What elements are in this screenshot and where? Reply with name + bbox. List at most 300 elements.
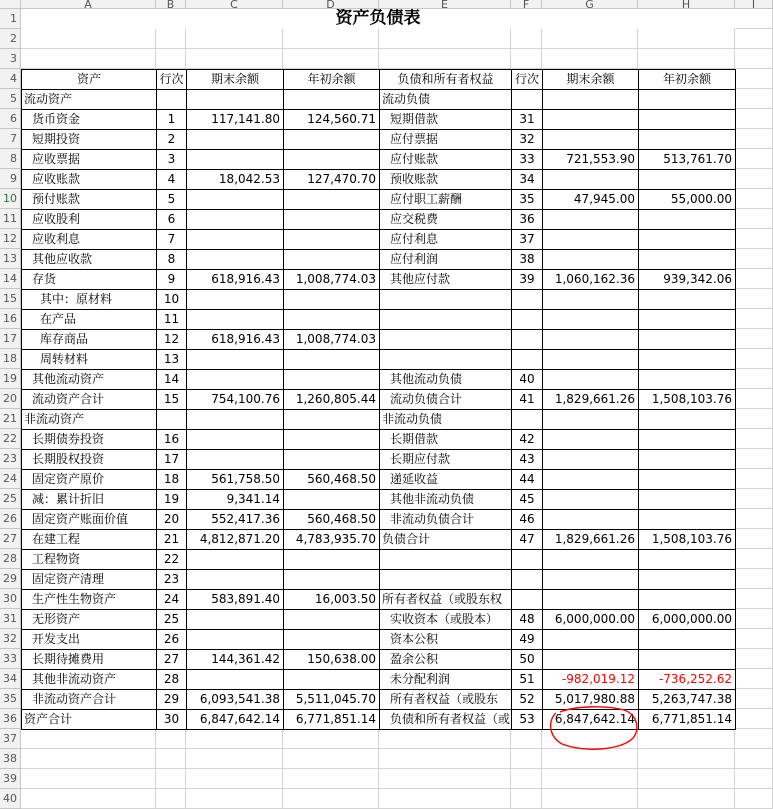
liability-line-no[interactable]: 51 — [511, 669, 543, 690]
asset-line-no[interactable]: 10 — [156, 289, 187, 310]
grid-cell[interactable] — [511, 789, 542, 809]
asset-name[interactable]: 其他非流动资产 — [21, 669, 157, 690]
asset-line-no[interactable]: 17 — [156, 449, 187, 470]
asset-ending[interactable] — [186, 429, 284, 450]
asset-line-no[interactable]: 25 — [156, 609, 187, 630]
liability-line-no[interactable]: 35 — [511, 189, 543, 210]
asset-line-no[interactable]: 8 — [156, 249, 187, 270]
asset-ending[interactable]: 583,891.40 — [186, 589, 284, 610]
asset-line-no[interactable]: 19 — [156, 489, 187, 510]
asset-opening[interactable] — [283, 609, 380, 630]
asset-opening[interactable] — [283, 489, 380, 510]
grid-cell[interactable] — [735, 209, 773, 229]
liability-name[interactable]: 非流动负债合计 — [379, 509, 512, 530]
liability-opening[interactable]: 6,771,851.14 — [638, 709, 736, 730]
grid-cell[interactable] — [283, 769, 379, 789]
asset-line-no[interactable]: 22 — [156, 549, 187, 570]
asset-opening[interactable] — [283, 89, 380, 110]
row-header[interactable]: 29 — [0, 569, 21, 589]
grid-cell[interactable] — [379, 769, 511, 789]
liability-name[interactable]: 流动负债合计 — [379, 389, 512, 410]
asset-name[interactable]: 开发支出 — [21, 629, 157, 650]
liability-ending[interactable]: 6,000,000.00 — [542, 609, 639, 630]
asset-name[interactable]: 在产品 — [21, 309, 157, 330]
grid-cell[interactable] — [735, 269, 773, 289]
liability-name[interactable]: 长期借款 — [379, 429, 512, 450]
liability-opening[interactable] — [638, 509, 736, 530]
asset-name[interactable]: 减：累计折旧 — [21, 489, 157, 510]
row-header[interactable]: 35 — [0, 689, 21, 709]
grid-cell[interactable] — [735, 109, 773, 129]
asset-opening[interactable] — [283, 209, 380, 230]
grid-cell[interactable] — [156, 769, 186, 789]
column-header-d[interactable]: D — [283, 0, 379, 9]
grid-cell[interactable] — [638, 49, 735, 69]
asset-opening[interactable]: 4,783,935.70 — [283, 529, 380, 550]
asset-name[interactable]: 生产性生物资产 — [21, 589, 157, 610]
asset-name[interactable]: 其中：原材料 — [21, 289, 157, 310]
liability-ending[interactable] — [542, 289, 639, 310]
asset-line-no[interactable]: 2 — [156, 129, 187, 150]
row-header[interactable]: 8 — [0, 149, 21, 169]
row-header[interactable]: 26 — [0, 509, 21, 529]
liability-header[interactable]: 负债和所有者权益 — [379, 69, 512, 90]
asset-line-no[interactable]: 9 — [156, 269, 187, 290]
liability-opening[interactable] — [638, 249, 736, 270]
liability-ending[interactable] — [542, 349, 639, 370]
liability-line-no[interactable]: 46 — [511, 509, 543, 530]
asset-ending[interactable]: 117,141.80 — [186, 109, 284, 130]
liability-ending[interactable] — [542, 649, 639, 670]
liability-line-no[interactable]: 52 — [511, 689, 543, 710]
asset-line-no[interactable]: 23 — [156, 569, 187, 590]
asset-ending[interactable]: 4,812,871.20 — [186, 529, 284, 550]
grid-cell[interactable] — [542, 789, 638, 809]
grid-cell[interactable] — [735, 649, 773, 669]
column-header-i[interactable]: I — [735, 0, 773, 9]
liability-line-no[interactable]: 41 — [511, 389, 543, 410]
liability-name[interactable]: 非流动负债 — [379, 409, 512, 430]
grid-cell[interactable] — [186, 29, 283, 49]
row-header[interactable]: 7 — [0, 129, 21, 149]
liability-line-no[interactable]: 44 — [511, 469, 543, 490]
grid-cell[interactable] — [735, 229, 773, 249]
liability-name[interactable]: 递延收益 — [379, 469, 512, 490]
grid-cell[interactable] — [379, 729, 511, 749]
grid-cell[interactable] — [186, 749, 283, 769]
liability-line-no[interactable]: 38 — [511, 249, 543, 270]
liability-name[interactable]: 资本公积 — [379, 629, 512, 650]
liability-opening[interactable] — [638, 289, 736, 310]
liability-line-no[interactable]: 40 — [511, 369, 543, 390]
asset-name[interactable]: 固定资产原价 — [21, 469, 157, 490]
grid-cell[interactable] — [735, 709, 773, 729]
row-header[interactable]: 36 — [0, 709, 21, 729]
liability-opening[interactable] — [638, 629, 736, 650]
asset-opening[interactable]: 16,003.50 — [283, 589, 380, 610]
asset-name[interactable]: 库存商品 — [21, 329, 157, 350]
liability-name[interactable]: 其他非流动负债 — [379, 489, 512, 510]
liability-line-no[interactable] — [511, 329, 543, 350]
grid-cell[interactable] — [156, 789, 186, 809]
grid-cell[interactable] — [379, 29, 511, 49]
grid-cell[interactable] — [638, 729, 735, 749]
grid-cell[interactable] — [735, 529, 773, 549]
grid-cell[interactable] — [735, 629, 773, 649]
asset-line-no[interactable]: 20 — [156, 509, 187, 530]
sheet-title[interactable]: 资产负债表 — [21, 9, 735, 29]
liability-ending[interactable]: 47,945.00 — [542, 189, 639, 210]
liability-ending[interactable] — [542, 229, 639, 250]
row-header[interactable]: 20 — [0, 389, 21, 409]
column-header-e[interactable]: E — [379, 0, 511, 9]
opening-balance-header[interactable]: 年初余额 — [283, 69, 380, 90]
liability-ending[interactable]: -982,019.12 — [542, 669, 639, 690]
asset-name[interactable]: 其他应收款 — [21, 249, 157, 270]
grid-cell[interactable] — [735, 749, 773, 769]
row-header[interactable]: 1 — [0, 9, 21, 29]
liability-ending[interactable] — [542, 569, 639, 590]
grid-cell[interactable] — [638, 749, 735, 769]
row-header[interactable]: 21 — [0, 409, 21, 429]
liability-opening[interactable] — [638, 649, 736, 670]
grid-cell[interactable] — [283, 749, 379, 769]
grid-cell[interactable] — [735, 169, 773, 189]
row-header[interactable]: 19 — [0, 369, 21, 389]
asset-ending[interactable] — [186, 289, 284, 310]
asset-name[interactable]: 应收股利 — [21, 209, 157, 230]
grid-cell[interactable] — [21, 29, 156, 49]
asset-line-no[interactable]: 24 — [156, 589, 187, 610]
grid-cell[interactable] — [735, 349, 773, 369]
asset-line-no[interactable]: 12 — [156, 329, 187, 350]
grid-cell[interactable] — [638, 29, 735, 49]
asset-ending[interactable] — [186, 89, 284, 110]
grid-cell[interactable] — [379, 749, 511, 769]
grid-cell[interactable] — [542, 769, 638, 789]
row-header[interactable]: 2 — [0, 29, 21, 49]
asset-opening[interactable] — [283, 629, 380, 650]
asset-name[interactable]: 工程物资 — [21, 549, 157, 570]
liability-line-no[interactable]: 34 — [511, 169, 543, 190]
row-header[interactable]: 32 — [0, 629, 21, 649]
liability-name[interactable]: 未分配利润 — [379, 669, 512, 690]
asset-opening[interactable] — [283, 309, 380, 330]
liability-line-no[interactable]: 39 — [511, 269, 543, 290]
asset-line-no[interactable] — [156, 89, 187, 110]
asset-line-no[interactable] — [156, 409, 187, 430]
grid-cell[interactable] — [735, 569, 773, 589]
row-header[interactable]: 23 — [0, 449, 21, 469]
row-header[interactable]: 9 — [0, 169, 21, 189]
liability-ending[interactable] — [542, 209, 639, 230]
asset-ending[interactable]: 6,847,642.14 — [186, 709, 284, 730]
grid-cell[interactable] — [542, 729, 638, 749]
liability-line-no[interactable] — [511, 409, 543, 430]
row-header[interactable]: 18 — [0, 349, 21, 369]
asset-opening[interactable] — [283, 149, 380, 170]
grid-cell[interactable] — [638, 789, 735, 809]
grid-cell[interactable] — [379, 49, 511, 69]
grid-cell[interactable] — [735, 49, 773, 69]
grid-cell[interactable] — [735, 469, 773, 489]
liability-ending[interactable] — [542, 449, 639, 470]
row-header[interactable]: 16 — [0, 309, 21, 329]
asset-line-no[interactable]: 18 — [156, 469, 187, 490]
asset-opening[interactable]: 560,468.50 — [283, 509, 380, 530]
grid-cell[interactable] — [21, 769, 156, 789]
liability-name[interactable]: 应付利息 — [379, 229, 512, 250]
liability-line-no[interactable]: 32 — [511, 129, 543, 150]
asset-line-no[interactable]: 1 — [156, 109, 187, 130]
grid-cell[interactable] — [21, 789, 156, 809]
grid-cell[interactable] — [511, 29, 542, 49]
ending-balance-header-2[interactable]: 期末余额 — [542, 69, 639, 90]
asset-name[interactable]: 货币资金 — [21, 109, 157, 130]
grid-cell[interactable] — [186, 789, 283, 809]
grid-cell[interactable] — [542, 749, 638, 769]
grid-cell[interactable] — [735, 669, 773, 689]
asset-opening[interactable] — [283, 549, 380, 570]
asset-ending[interactable]: 552,417.36 — [186, 509, 284, 530]
grid-cell[interactable] — [283, 29, 379, 49]
liability-name[interactable]: 其他流动负债 — [379, 369, 512, 390]
liability-line-no[interactable]: 43 — [511, 449, 543, 470]
asset-ending[interactable] — [186, 249, 284, 270]
asset-line-no[interactable]: 28 — [156, 669, 187, 690]
asset-opening[interactable] — [283, 229, 380, 250]
asset-opening[interactable] — [283, 189, 380, 210]
grid-cell[interactable] — [21, 749, 156, 769]
opening-balance-header-2[interactable]: 年初余额 — [638, 69, 736, 90]
liability-ending[interactable]: 721,553.90 — [542, 149, 639, 170]
liability-name[interactable]: 负债和所有者权益（或 — [379, 709, 512, 730]
asset-opening[interactable] — [283, 249, 380, 270]
liability-name[interactable]: 所有者权益（或股东权 — [379, 589, 512, 610]
asset-line-no[interactable]: 6 — [156, 209, 187, 230]
liability-name[interactable]: 盈余公积 — [379, 649, 512, 670]
asset-ending[interactable] — [186, 309, 284, 330]
column-header-a[interactable]: A — [21, 0, 156, 9]
liability-line-no[interactable] — [511, 349, 543, 370]
liability-name[interactable] — [379, 309, 512, 330]
liability-opening[interactable] — [638, 569, 736, 590]
grid-cell[interactable] — [735, 129, 773, 149]
asset-name[interactable]: 应收利息 — [21, 229, 157, 250]
asset-opening[interactable] — [283, 129, 380, 150]
grid-cell[interactable] — [735, 369, 773, 389]
row-header[interactable]: 34 — [0, 669, 21, 689]
asset-name[interactable]: 应收账款 — [21, 169, 157, 190]
liability-opening[interactable] — [638, 349, 736, 370]
grid-cell[interactable] — [735, 149, 773, 169]
liability-line-no[interactable] — [511, 89, 543, 110]
asset-ending[interactable] — [186, 409, 284, 430]
asset-opening[interactable]: 1,260,805.44 — [283, 389, 380, 410]
liability-opening[interactable] — [638, 109, 736, 130]
asset-name[interactable]: 短期投资 — [21, 129, 157, 150]
liability-name[interactable] — [379, 329, 512, 350]
row-header[interactable]: 12 — [0, 229, 21, 249]
row-header[interactable]: 33 — [0, 649, 21, 669]
liability-line-no[interactable] — [511, 589, 543, 610]
row-header[interactable]: 37 — [0, 729, 21, 749]
grid-cell[interactable] — [735, 9, 773, 29]
grid-cell[interactable] — [735, 29, 773, 49]
grid-cell[interactable] — [156, 749, 186, 769]
asset-ending[interactable] — [186, 349, 284, 370]
liability-opening[interactable] — [638, 209, 736, 230]
liability-ending[interactable] — [542, 129, 639, 150]
liability-name[interactable]: 应付利润 — [379, 249, 512, 270]
liability-name[interactable]: 应付职工薪酬 — [379, 189, 512, 210]
asset-line-no[interactable]: 15 — [156, 389, 187, 410]
liability-opening[interactable] — [638, 169, 736, 190]
asset-opening[interactable] — [283, 569, 380, 590]
liability-ending[interactable] — [542, 109, 639, 130]
row-header[interactable]: 13 — [0, 249, 21, 269]
asset-name[interactable]: 预付账款 — [21, 189, 157, 210]
grid-cell[interactable] — [735, 309, 773, 329]
row-header[interactable]: 27 — [0, 529, 21, 549]
asset-opening[interactable] — [283, 449, 380, 470]
asset-opening[interactable] — [283, 369, 380, 390]
asset-name[interactable]: 流动资产合计 — [21, 389, 157, 410]
liability-ending[interactable] — [542, 249, 639, 270]
row-header[interactable]: 28 — [0, 549, 21, 569]
grid-cell[interactable] — [21, 49, 156, 69]
grid-cell[interactable] — [21, 729, 156, 749]
liability-opening[interactable] — [638, 489, 736, 510]
grid-cell[interactable] — [735, 89, 773, 109]
asset-ending[interactable]: 561,758.50 — [186, 469, 284, 490]
asset-ending[interactable]: 618,916.43 — [186, 329, 284, 350]
asset-line-no[interactable]: 7 — [156, 229, 187, 250]
liability-ending[interactable] — [542, 629, 639, 650]
liability-line-no[interactable]: 53 — [511, 709, 543, 730]
asset-opening[interactable]: 1,008,774.03 — [283, 329, 380, 350]
liability-name[interactable]: 负债合计 — [379, 529, 512, 550]
row-header[interactable]: 24 — [0, 469, 21, 489]
row-header[interactable]: 30 — [0, 589, 21, 609]
liability-ending[interactable]: 1,060,162.36 — [542, 269, 639, 290]
liability-opening[interactable]: 5,263,747.38 — [638, 689, 736, 710]
asset-line-no[interactable]: 29 — [156, 689, 187, 710]
asset-ending[interactable]: 618,916.43 — [186, 269, 284, 290]
liability-name[interactable]: 所有者权益（或股东 — [379, 689, 512, 710]
asset-name[interactable]: 周转材料 — [21, 349, 157, 370]
asset-line-no[interactable]: 27 — [156, 649, 187, 670]
grid-cell[interactable] — [735, 249, 773, 269]
grid-cell[interactable] — [186, 49, 283, 69]
liability-line-no[interactable] — [511, 549, 543, 570]
row-header[interactable]: 6 — [0, 109, 21, 129]
liability-ending[interactable] — [542, 369, 639, 390]
asset-line-no[interactable]: 11 — [156, 309, 187, 330]
asset-line-no[interactable]: 21 — [156, 529, 187, 550]
grid-cell[interactable] — [283, 729, 379, 749]
asset-name[interactable]: 流动资产 — [21, 89, 157, 110]
row-header[interactable]: 10 — [0, 189, 21, 209]
grid-cell[interactable] — [186, 769, 283, 789]
asset-opening[interactable]: 1,008,774.03 — [283, 269, 380, 290]
grid-cell[interactable] — [156, 49, 186, 69]
asset-opening[interactable]: 150,638.00 — [283, 649, 380, 670]
grid-cell[interactable] — [511, 729, 542, 749]
liability-line-no[interactable] — [511, 309, 543, 330]
liability-line-no[interactable] — [511, 289, 543, 310]
asset-ending[interactable]: 9,341.14 — [186, 489, 284, 510]
asset-header[interactable]: 资产 — [21, 69, 157, 90]
asset-ending[interactable] — [186, 149, 284, 170]
column-header-c[interactable]: C — [186, 0, 283, 9]
asset-line-no[interactable]: 14 — [156, 369, 187, 390]
row-header[interactable]: 39 — [0, 769, 21, 789]
asset-line-no[interactable]: 4 — [156, 169, 187, 190]
asset-ending[interactable] — [186, 209, 284, 230]
liability-name[interactable]: 短期借款 — [379, 109, 512, 130]
liability-opening[interactable] — [638, 469, 736, 490]
liability-name[interactable]: 应付账款 — [379, 149, 512, 170]
grid-cell[interactable] — [735, 609, 773, 629]
liability-opening[interactable] — [638, 549, 736, 570]
liability-ending[interactable] — [542, 309, 639, 330]
liability-ending[interactable] — [542, 429, 639, 450]
liability-name[interactable] — [379, 549, 512, 570]
liability-ending[interactable] — [542, 169, 639, 190]
asset-ending[interactable]: 18,042.53 — [186, 169, 284, 190]
grid-cell[interactable] — [735, 409, 773, 429]
asset-ending[interactable] — [186, 189, 284, 210]
liability-line-no[interactable]: 37 — [511, 229, 543, 250]
asset-ending[interactable] — [186, 629, 284, 650]
liability-name[interactable]: 长期应付款 — [379, 449, 512, 470]
asset-name[interactable]: 资产合计 — [21, 709, 157, 730]
liability-name[interactable] — [379, 349, 512, 370]
asset-ending[interactable]: 754,100.76 — [186, 389, 284, 410]
row-header[interactable]: 17 — [0, 329, 21, 349]
grid-cell[interactable] — [735, 549, 773, 569]
asset-ending[interactable] — [186, 669, 284, 690]
grid-cell[interactable] — [735, 69, 773, 89]
row-header[interactable]: 31 — [0, 609, 21, 629]
asset-line-no[interactable]: 30 — [156, 709, 187, 730]
grid-cell[interactable] — [186, 729, 283, 749]
column-header-g[interactable]: G — [542, 0, 638, 9]
asset-name[interactable]: 固定资产清理 — [21, 569, 157, 590]
grid-cell[interactable] — [735, 329, 773, 349]
grid-cell[interactable] — [735, 489, 773, 509]
liability-ending[interactable] — [542, 409, 639, 430]
row-header[interactable]: 15 — [0, 289, 21, 309]
grid-cell[interactable] — [735, 789, 773, 809]
liability-ending[interactable]: 1,829,661.26 — [542, 529, 639, 550]
ending-balance-header[interactable]: 期末余额 — [186, 69, 284, 90]
liability-name[interactable]: 预收账款 — [379, 169, 512, 190]
grid-cell[interactable] — [735, 429, 773, 449]
grid-cell[interactable] — [735, 509, 773, 529]
asset-line-no[interactable]: 5 — [156, 189, 187, 210]
liability-opening[interactable]: 6,000,000.00 — [638, 609, 736, 630]
liability-line-no[interactable]: 47 — [511, 529, 543, 550]
liability-opening[interactable] — [638, 429, 736, 450]
asset-line-no[interactable]: 26 — [156, 629, 187, 650]
liability-line-no[interactable]: 49 — [511, 629, 543, 650]
asset-opening[interactable] — [283, 409, 380, 430]
grid-cell[interactable] — [735, 589, 773, 609]
liability-opening[interactable]: 55,000.00 — [638, 189, 736, 210]
row-header[interactable]: 11 — [0, 209, 21, 229]
